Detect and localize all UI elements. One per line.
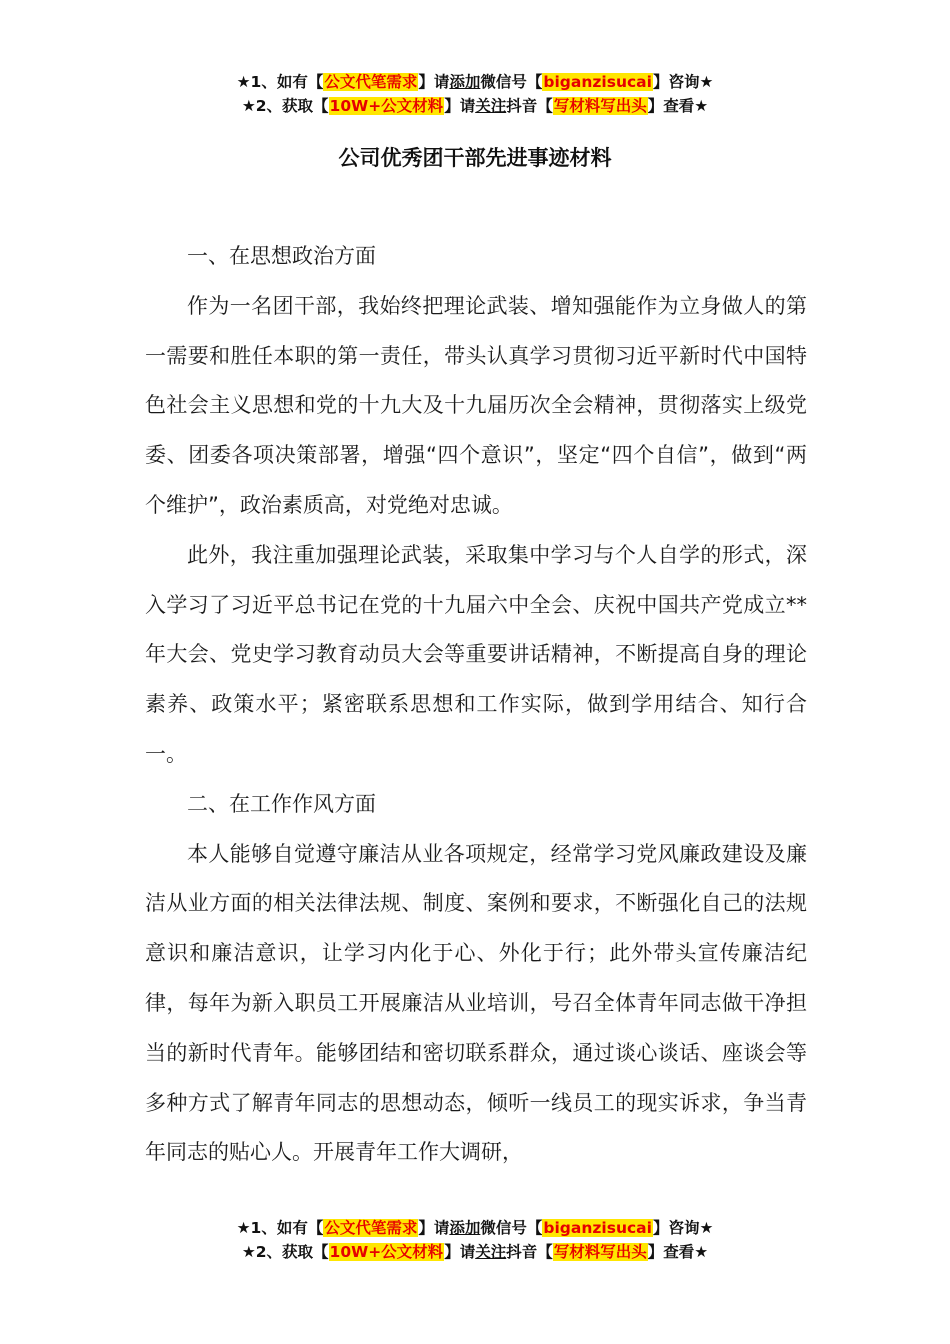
star-icon: ★ <box>241 97 256 115</box>
banner-text: 1、如有【 <box>250 73 324 91</box>
banner-text: 1、如有【 <box>250 1219 324 1237</box>
banner-text: 】请 <box>444 97 476 115</box>
document-title: 公司优秀团干部先进事迹材料 <box>338 146 612 170</box>
highlight-douyin: 写材料写出头 <box>553 97 647 115</box>
paragraph: 作为一名团干部，我始终把理论武装、增知强能作为立身做人的第一需要和胜任本职的第一责任，带头认真学习贯彻习近平新时代中国特色社会主义思想和党的十九大及十九届历次全会精神，贯彻落实上级党委、团委各项决策部署，增强“四个意识”，坚定“四个自信”，做到“两个维护”，政治素质高，对党绝对忠诚。 <box>145 293 807 517</box>
banner-text: 抖音【 <box>506 1243 553 1261</box>
banner-text: 2、获取【 <box>255 1243 329 1261</box>
star-icon: ★ <box>236 73 251 91</box>
highlight-materials: 10W+公文材料 <box>329 97 444 115</box>
banner-line-2 <box>0 1240 950 1264</box>
banner-text: 2、获取【 <box>255 97 329 115</box>
highlight-wechat-id: biganzisucai <box>543 1219 652 1237</box>
section-heading: 二、在工作作风方面 <box>187 791 376 816</box>
bottom-banner <box>0 1216 950 1264</box>
highlight-materials: 10W+公文材料 <box>329 1243 444 1261</box>
banner-text: 微信号【 <box>480 73 543 91</box>
banner-text: 抖音【 <box>506 97 553 115</box>
star-icon: ★ <box>241 1243 256 1261</box>
banner-text: 】请 <box>418 73 450 91</box>
top-banner <box>0 70 950 118</box>
banner-text: 】请 <box>418 1219 450 1237</box>
banner-text: 微信号【 <box>480 1219 543 1237</box>
banner-text: 】查看★ <box>647 1243 709 1261</box>
section-heading: 一、在思想政治方面 <box>187 244 376 268</box>
banner-text: 】查看★ <box>647 97 709 115</box>
highlight-wechat-id: biganzisucai <box>543 73 652 91</box>
banner-line-1 <box>0 70 950 94</box>
paragraph: 此外，我注重加强理论武装，采取集中学习与个人自学的形式，深入学习了习近平总书记在党的十九届六中全会、庆祝中国共产党成立**年大会、党史学习教育动员大会等重要讲话精神，不断提高自身的理论素养、政策水平；紧密联系思想和工作实际，做到学用结合、知行合一。 <box>145 542 807 766</box>
banner-emphasis: 添加 <box>449 73 481 91</box>
document-body <box>145 232 807 1178</box>
banner-text: 】请 <box>444 1243 476 1261</box>
banner-emphasis: 关注 <box>475 1243 507 1261</box>
banner-emphasis: 添加 <box>449 1219 481 1237</box>
highlight-service: 公文代笔需求 <box>324 1219 418 1237</box>
banner-text: 】咨询★ <box>652 1219 714 1237</box>
star-icon: ★ <box>236 1219 251 1237</box>
banner-line-1 <box>0 1216 950 1240</box>
highlight-douyin: 写材料写出头 <box>553 1243 647 1261</box>
banner-line-2 <box>0 94 950 118</box>
highlight-service: 公文代笔需求 <box>324 73 418 91</box>
paragraph: 本人能够自觉遵守廉洁从业各项规定，经常学习党风廉政建设及廉洁从业方面的相关法律法规、制度、案例和要求，不断强化自己的法规意识和廉洁意识，让学习内化于心、外化于行；此外带头宣传廉洁纪律，每年为新入职员工开展廉洁从业培训，号召全体青年同志做干净担当的新时代青年。能够团结和密切联系群众，通过谈心谈话、座谈会等多种方式了解青年同志的思想动态，倾听一线员工的现实诉求，争当青年同志的贴心人。开展青年工作大调研， <box>145 841 807 1165</box>
banner-emphasis: 关注 <box>475 97 507 115</box>
banner-text: 】咨询★ <box>652 73 714 91</box>
